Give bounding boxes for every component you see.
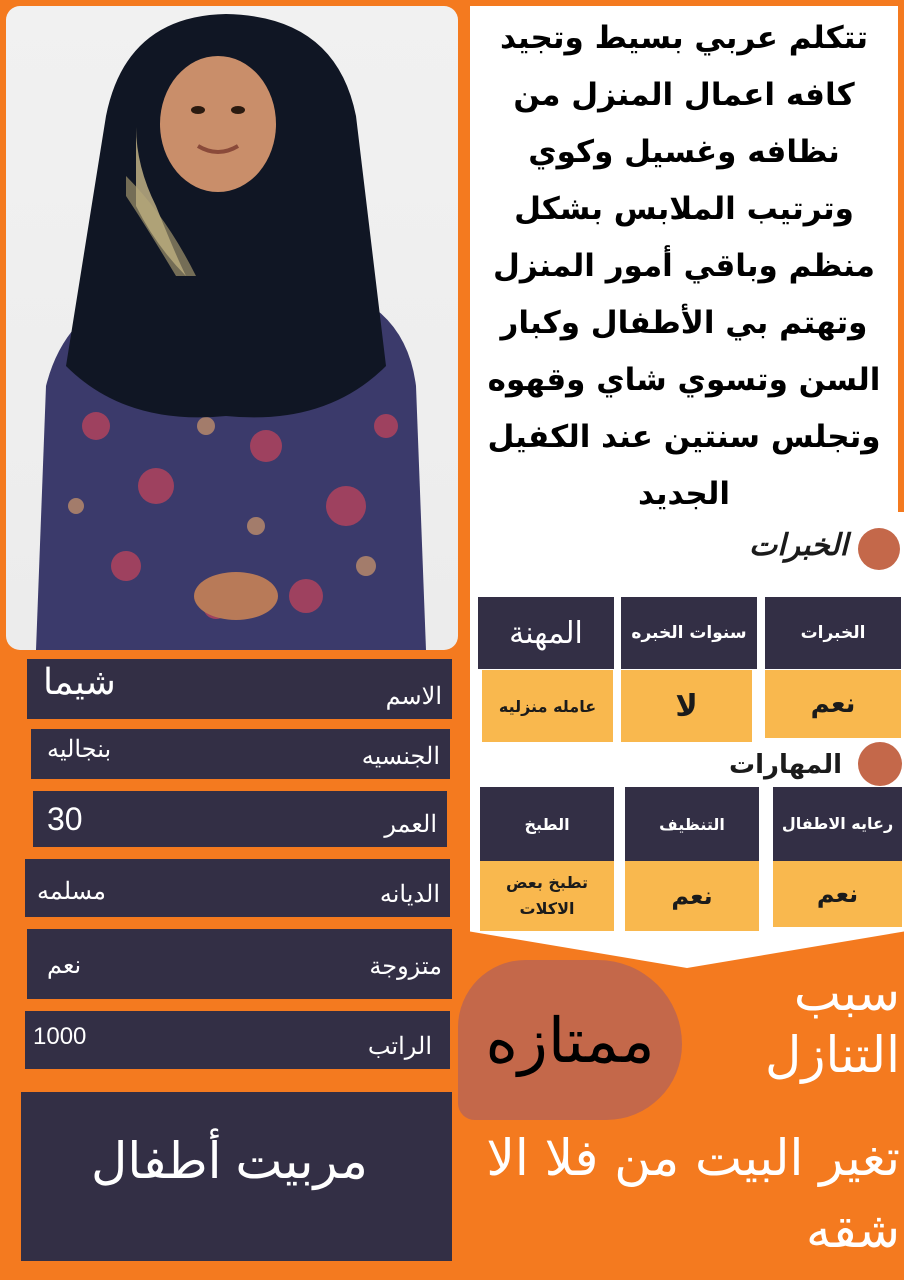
name-label: الاسم xyxy=(385,683,442,710)
skills-bullet-icon xyxy=(858,742,902,786)
skill-value-cooking: تطبخ بعض الاكلات xyxy=(480,861,614,931)
age-label: العمر xyxy=(384,811,437,838)
salary-label: الراتب xyxy=(367,1033,432,1060)
experience-bullet-icon xyxy=(858,528,900,570)
skill-header-cooking: الطبخ xyxy=(480,787,614,861)
exp-header-years: سنوات الخبره xyxy=(621,597,757,669)
religion-label: الديانه xyxy=(379,881,440,908)
info-row-name xyxy=(27,659,452,719)
info-row-nationality xyxy=(31,729,450,779)
info-row-age xyxy=(33,791,447,847)
salary-value: 1000 xyxy=(33,1023,87,1050)
exp-header-profession: المهنة xyxy=(478,597,614,669)
rating-badge xyxy=(458,960,682,1120)
experience-title: الخبرات xyxy=(748,528,848,563)
job-title: مربيت أطفال xyxy=(91,1133,368,1189)
married-label: متزوجة xyxy=(369,953,442,980)
nationality-value: بنجاليه xyxy=(47,736,112,763)
skill-value-childcare: نعم xyxy=(773,861,902,927)
profile-photo xyxy=(6,6,458,650)
job-title-box xyxy=(21,1092,452,1261)
reason-title: سبب التنازل xyxy=(764,964,900,1084)
skill-header-childcare: رعايه الاطفال xyxy=(773,787,902,861)
info-row-religion xyxy=(25,859,450,917)
info-row-salary xyxy=(25,1011,450,1069)
skill-header-cleaning: التنظيف xyxy=(625,787,759,861)
exp-header-experience: الخبرات xyxy=(765,597,901,669)
skill-value-cleaning: نعم xyxy=(625,861,759,931)
name-value: شيما xyxy=(43,661,116,702)
reason-text: تغير البيت من فلا الا شقه xyxy=(486,1129,900,1259)
person-illustration xyxy=(6,6,458,650)
married-value: نعم xyxy=(47,952,82,979)
exp-value-profession: عامله منزليه xyxy=(482,670,613,742)
age-value: 30 xyxy=(47,801,83,837)
religion-value: مسلمه xyxy=(37,878,106,905)
skills-title: المهارات xyxy=(728,750,842,780)
exp-value-experience: نعم xyxy=(765,670,901,738)
exp-value-years: لا xyxy=(621,670,752,742)
rating-badge-text: ممتازه xyxy=(485,1006,655,1076)
nationality-label: الجنسيه xyxy=(361,743,440,770)
intro-text: تتكلم عربي بسيط وتجيد كافه اعمال المنزل من نظافه وغسيل وكوي وترتيب الملابس بشكل منظم وباقي أمور المنزل وتهتم بي الأطفال وكبار السن وتسوي شاي وقهوه وتجلس سنتين عند الكفيل الجديد xyxy=(487,20,881,512)
intro-panel xyxy=(470,6,898,512)
info-row-married xyxy=(27,929,452,999)
